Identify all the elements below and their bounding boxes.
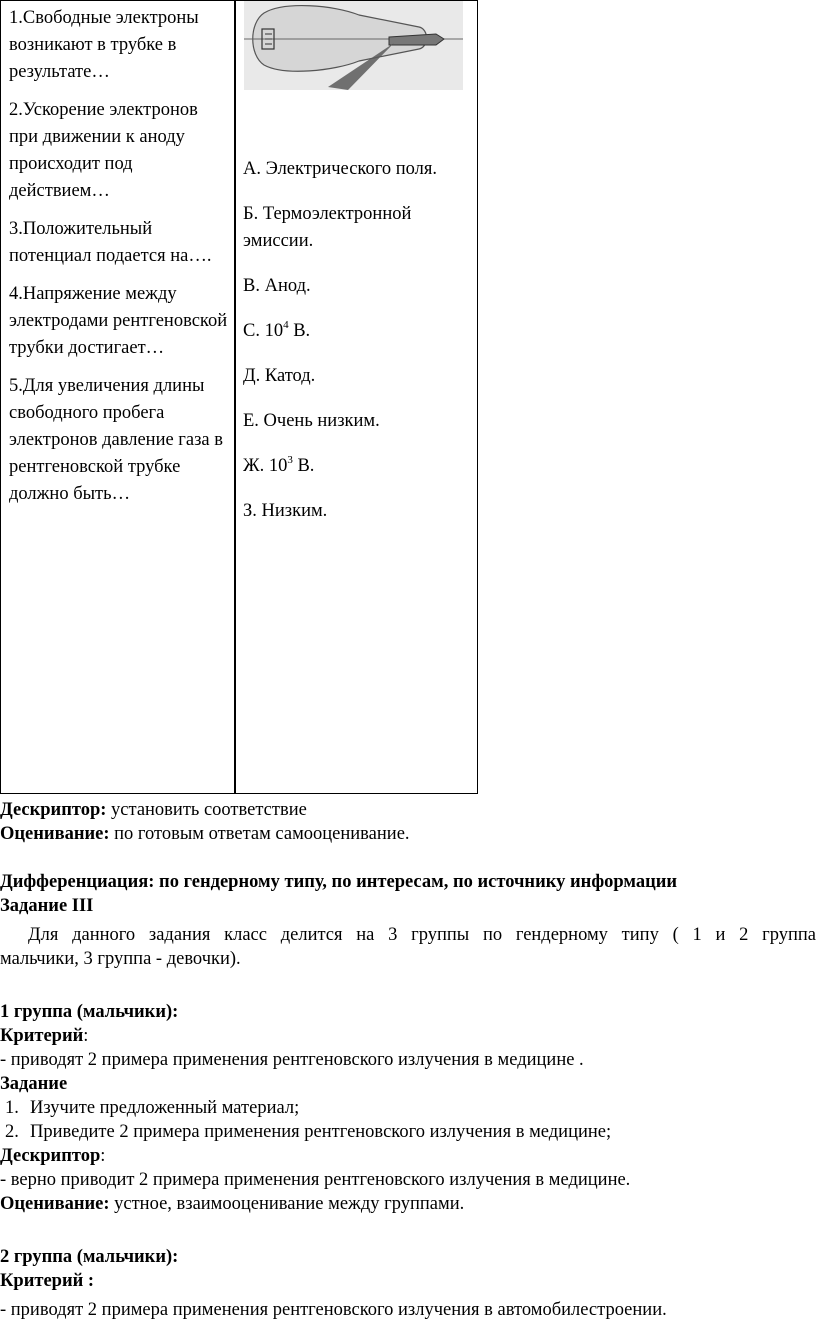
descriptor-line	[0, 798, 816, 822]
list-number: 1.	[5, 1098, 19, 1118]
descriptor-text: установить соответствие	[106, 800, 307, 820]
group1-task-item-1	[0, 1096, 816, 1120]
group1-descriptor-colon: :	[100, 1146, 106, 1166]
assessment-text: по готовым ответам самооценивание.	[109, 824, 410, 844]
group1-criterion-label-line	[0, 1024, 816, 1048]
blank-line	[0, 846, 816, 870]
differentiation-heading: Дифференциация: по гендерному типу, по интересам, по источнику информации	[0, 872, 678, 892]
group1-criterion-colon: :	[83, 1026, 89, 1046]
group2-criterion-label: Критерий :	[0, 1271, 95, 1291]
answer-c-unit: В.	[288, 321, 311, 341]
blank-line	[0, 1216, 816, 1240]
answer-b: Б. Термоэлектронной эмиссии.	[243, 204, 412, 251]
answer-a: А. Электрического поля.	[243, 159, 437, 179]
assessment-label: Оценивание:	[0, 824, 110, 844]
group2-criterion-text: - приводят 2 примера применения рентгеновского излучения в автомобилестроении.	[0, 1300, 667, 1320]
question-4: 4.Напряжение между электродами рентгеновской трубки достигает…	[9, 284, 228, 358]
document-body	[0, 798, 816, 1322]
answer-zh-unit: В.	[292, 456, 315, 476]
answer-v: В. Анод.	[243, 276, 311, 296]
questions-column	[9, 5, 231, 519]
list-text: Изучите предложенный материал;	[30, 1098, 300, 1118]
group1-descriptor-label: Дескриптор	[0, 1146, 101, 1166]
answer-zh	[243, 453, 475, 480]
task3-paragraph-line2: мальчики, 3 группа - девочки).	[0, 949, 241, 969]
answer-d: Д. Катод.	[243, 366, 316, 386]
group2-heading: 2 группа (мальчики):	[0, 1247, 179, 1267]
group1-assessment-label: Оценивание:	[0, 1194, 110, 1214]
question-5: 5.Для увеличения длины свободного пробега электронов давление газа в рентгеновской трубке должно быть…	[9, 376, 223, 504]
task3-heading: Задание III	[0, 896, 94, 916]
matching-table	[0, 0, 478, 794]
question-1: 1.Свободные электроны возникают в трубке в результате…	[9, 8, 199, 82]
column-divider	[234, 1, 236, 793]
list-number: 2.	[5, 1122, 19, 1142]
answers-column	[243, 156, 475, 543]
answer-zh-base: Ж. 10	[243, 456, 288, 476]
group1-task-item-2	[0, 1120, 816, 1144]
list-text: Приведите 2 примера применения рентгеновского излучения в медицине;	[30, 1122, 612, 1142]
group1-descriptor-text: - верно приводит 2 примера применения рентгеновского излучения в медицине.	[0, 1170, 631, 1190]
group1-criterion-label: Критерий	[0, 1026, 84, 1046]
assessment-line	[0, 822, 816, 846]
group1-descriptor-label-line	[0, 1144, 816, 1168]
answer-zh-exponent: 3	[287, 454, 293, 466]
x-ray-tube-image	[244, 1, 463, 90]
answer-c-base: С. 10	[243, 321, 284, 341]
group1-heading: 1 группа (мальчики):	[0, 1002, 179, 1022]
blank-line	[0, 971, 816, 995]
question-3: 3.Положительный потенциал подается на….	[9, 219, 212, 266]
question-2: 2.Ускорение электронов при движении к аноду происходит под действием…	[9, 100, 198, 201]
answer-z: З. Низким.	[243, 501, 328, 521]
descriptor-label: Дескриптор:	[0, 800, 107, 820]
group1-task-label: Задание	[0, 1074, 68, 1094]
group1-criterion-text: - приводят 2 примера применения рентгеновского излучения в медицине .	[0, 1050, 584, 1070]
answer-c	[243, 318, 475, 345]
task3-paragraph-line1: Для данного задания класс делится на 3 группы по гендерному типу ( 1 и 2 группа	[28, 925, 816, 945]
group1-assessment-text: устное, взаимооценивание между группами.	[109, 1194, 465, 1214]
answer-c-exponent: 4	[283, 319, 289, 331]
group1-assessment-line	[0, 1192, 816, 1216]
answer-e: Е. Очень низким.	[243, 411, 380, 431]
